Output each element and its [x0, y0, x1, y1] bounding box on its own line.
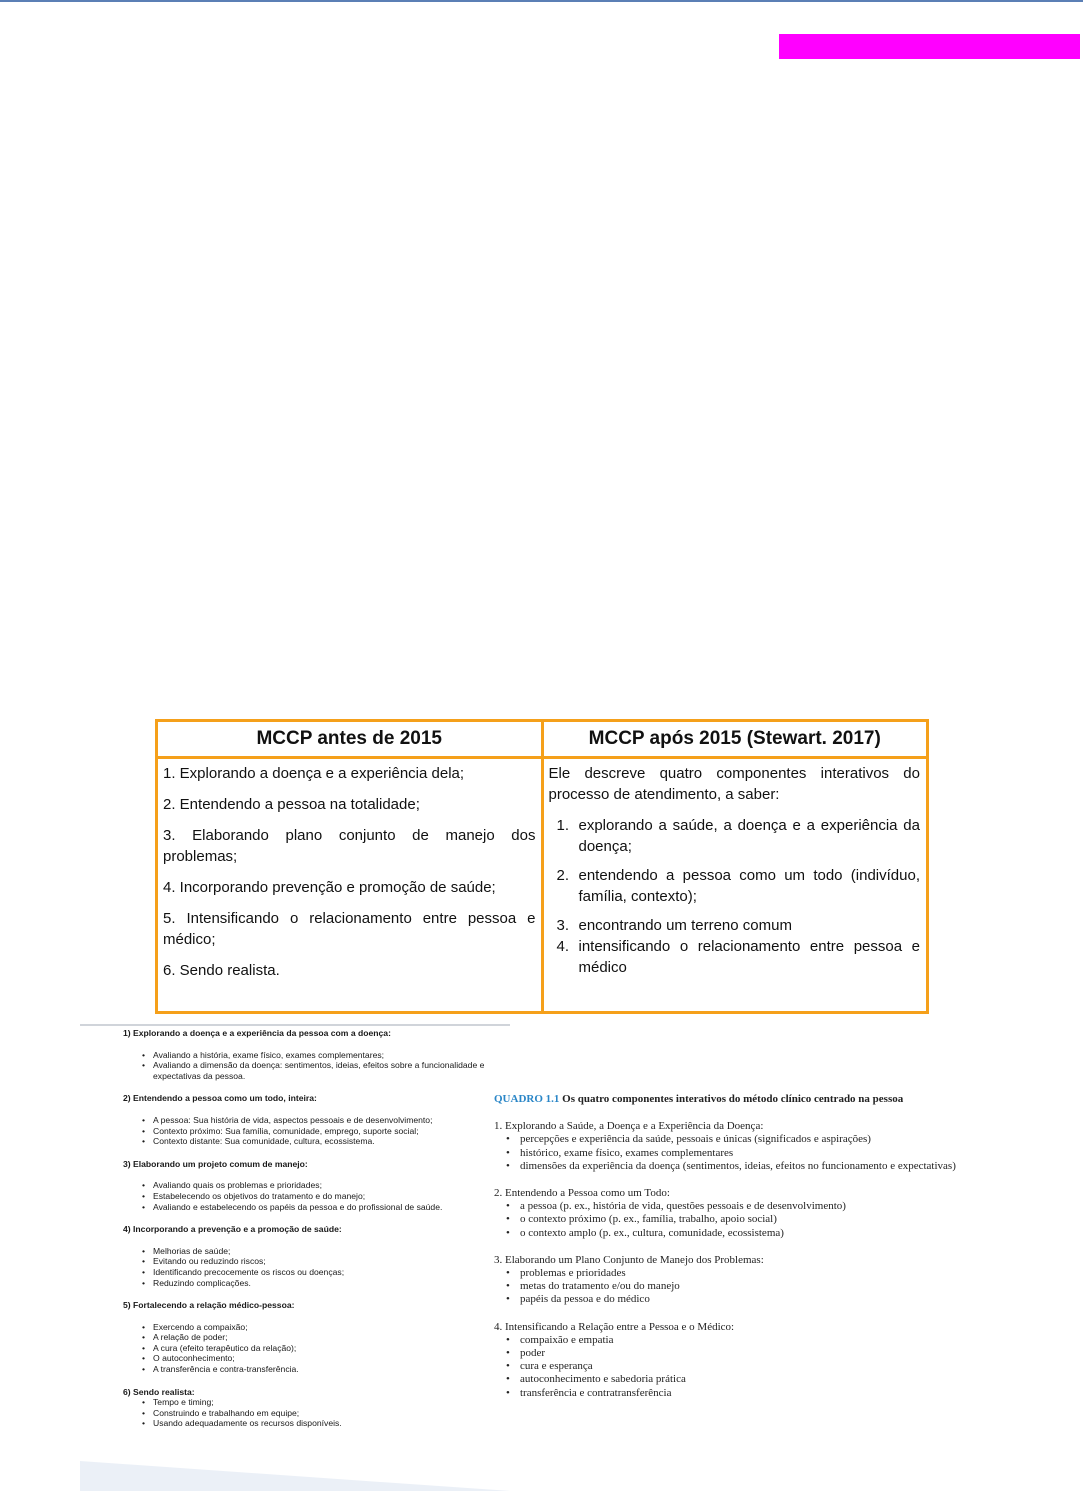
right-header: MCCP após 2015 (Stewart. 2017): [542, 721, 928, 758]
list-item: • Avaliando e estabelecendo os papéis da pessoa e do profissional de saúde.: [80, 1202, 510, 1213]
quadro-section-list: [494, 1200, 1080, 1240]
section-title: 4) Incorporando a prevenção e a promoção de saúde:: [123, 1224, 342, 1235]
quadro-section-heading: 2. Entendendo a Pessoa como um Todo:: [494, 1187, 670, 1200]
section-title: 5) Fortalecendo a relação médico-pessoa:: [123, 1300, 295, 1311]
list-item: • o contexto amplo (p. ex., cultura, comunidade, ecossistema): [494, 1227, 1080, 1240]
list-item: • Avaliando a história, exame físico, exames complementares;: [80, 1050, 510, 1061]
right-list: [549, 815, 921, 978]
left-item: 5. Intensificando o relacionamento entre pessoa e médico;: [163, 910, 536, 948]
list-item: • A cura (efeito terapêutico da relação);: [80, 1343, 510, 1354]
list-item: • dimensões da experiência da doença (sentimentos, ideias, efeitos no funcionamento e expectativas): [494, 1160, 1080, 1173]
right-item: 1. explorando a saúde, a doença e a experiência da doença;: [556, 817, 920, 855]
right-item: 4. intensificando o relacionamento entre pessoa e médico: [556, 938, 920, 976]
section-title: 1) Explorando a doença e a experiência da pessoa com a doença:: [123, 1028, 391, 1038]
watermark-shape: [80, 1461, 510, 1491]
section-list: [80, 1322, 510, 1375]
right-item: 3. encontrando um terreno comum: [556, 917, 792, 934]
comparison-table: [155, 719, 929, 1014]
list-item: • cura e esperança: [494, 1360, 1080, 1373]
quadro-section-heading: 1. Explorando a Saúde, a Doença e a Experiência da Doença:: [494, 1120, 764, 1133]
list-item: • histórico, exame físico, exames complementares: [494, 1147, 1080, 1160]
quadro-section-heading: 3. Elaborando um Plano Conjunto de Manejo dos Problemas:: [494, 1253, 764, 1266]
top-rule: [0, 0, 1083, 2]
quadro-label: QUADRO 1.1: [494, 1093, 560, 1105]
table-body-row: [157, 758, 928, 1013]
list-item: • Identificando precocemente os riscos ou doenças;: [80, 1267, 510, 1278]
list-item: • Melhorias de saúde;: [80, 1246, 510, 1257]
list-item: • autoconhecimento e sabedoria prática: [494, 1373, 1080, 1386]
section-list: [80, 1397, 510, 1429]
list-item: • A relação de poder;: [80, 1332, 510, 1343]
list-item: • O autoconhecimento;: [80, 1353, 510, 1364]
quadro-section-list: [494, 1133, 1080, 1173]
section-title: 3) Elaborando um projeto comum de manejo:: [123, 1158, 308, 1169]
list-item: • Avaliando a dimensão da doença: sentimentos, ideias, efeitos sobre a funcionalidade e expectativas da pessoa.: [80, 1060, 510, 1081]
list-item: • Contexto distante: Sua comunidade, cultura, ecossistema.: [80, 1136, 510, 1147]
list-item: • Reduzindo complicações.: [80, 1278, 510, 1289]
left-cell: [157, 758, 543, 1013]
list-item: • metas do tratamento e/ou do manejo: [494, 1280, 1080, 1293]
list-item: • Estabelecendo os objetivos do tratamento e do manejo;: [80, 1191, 510, 1202]
quadro-title: [494, 1093, 1080, 1106]
list-item: • Tempo e timing;: [80, 1397, 510, 1408]
section-list: [80, 1246, 510, 1288]
list-item: • percepções e experiência da saúde, pessoais e únicas (significados e aspirações): [494, 1133, 1080, 1146]
list-item: • papéis da pessoa e do médico: [494, 1293, 1080, 1306]
quadro-1-1: [494, 1093, 1080, 1414]
quadro-section-list: [494, 1267, 1080, 1307]
section-list: [80, 1115, 510, 1147]
left-item: 6. Sendo realista.: [163, 962, 280, 979]
list-item: • Exercendo a compaixão;: [80, 1322, 510, 1333]
left-item: 1. Explorando a doença e a experiência dela;: [163, 765, 465, 782]
right-item: 2. entendendo a pessoa como um todo (indivíduo, família, contexto);: [556, 867, 920, 905]
list-item: • o contexto próximo (p. ex., família, trabalho, apoio social): [494, 1213, 1080, 1226]
quadro-section-list: [494, 1334, 1080, 1400]
list-item: • Evitando ou reduzindo riscos;: [80, 1256, 510, 1267]
left-item: 2. Entendendo a pessoa na totalidade;: [163, 796, 420, 813]
left-header: MCCP antes de 2015: [157, 721, 543, 758]
list-item: • Construindo e trabalhando em equipe;: [80, 1408, 510, 1419]
list-item: • Avaliando quais os problemas e prioridades;: [80, 1180, 510, 1191]
table-header-row: [157, 721, 928, 758]
section-title: 6) Sendo realista:: [123, 1386, 195, 1397]
quadro-title-text: Os quatro componentes interativos do método clínico centrado na pessoa: [562, 1093, 904, 1105]
quadro-section-heading: 4. Intensificando a Relação entre a Pessoa e o Médico:: [494, 1320, 735, 1333]
right-cell: [542, 758, 928, 1013]
list-item: • poder: [494, 1347, 1080, 1360]
right-intro: Ele descreve quatro componentes interativos do processo de atendimento, a saber:: [548, 765, 920, 803]
scan-top-line: [80, 1024, 510, 1026]
list-item: • transferência e contratransferência: [494, 1387, 1080, 1400]
section-list: [80, 1180, 510, 1212]
list-item: • A transferência e contra-transferência.: [80, 1364, 510, 1375]
list-item: • problemas e prioridades: [494, 1267, 1080, 1280]
mccp-components-list: [80, 1024, 510, 1491]
section-title: 2) Entendendo a pessoa como um todo, inteira:: [123, 1093, 317, 1104]
list-item: • Contexto próximo: Sua família, comunidade, emprego, suporte social;: [80, 1126, 510, 1137]
left-item: 3. Elaborando plano conjunto de manejo dos problemas;: [163, 827, 536, 865]
left-item: 4. Incorporando prevenção e promoção de saúde;: [163, 879, 496, 896]
highlight-bar: [779, 34, 1080, 59]
list-item: • a pessoa (p. ex., história de vida, questões pessoais e de desenvolvimento): [494, 1200, 1080, 1213]
list-item: • compaixão e empatia: [494, 1334, 1080, 1347]
section-list: [80, 1050, 510, 1082]
list-item: • A pessoa: Sua história de vida, aspectos pessoais e de desenvolvimento;: [80, 1115, 510, 1126]
list-item: • Usando adequadamente os recursos disponíveis.: [80, 1418, 510, 1429]
